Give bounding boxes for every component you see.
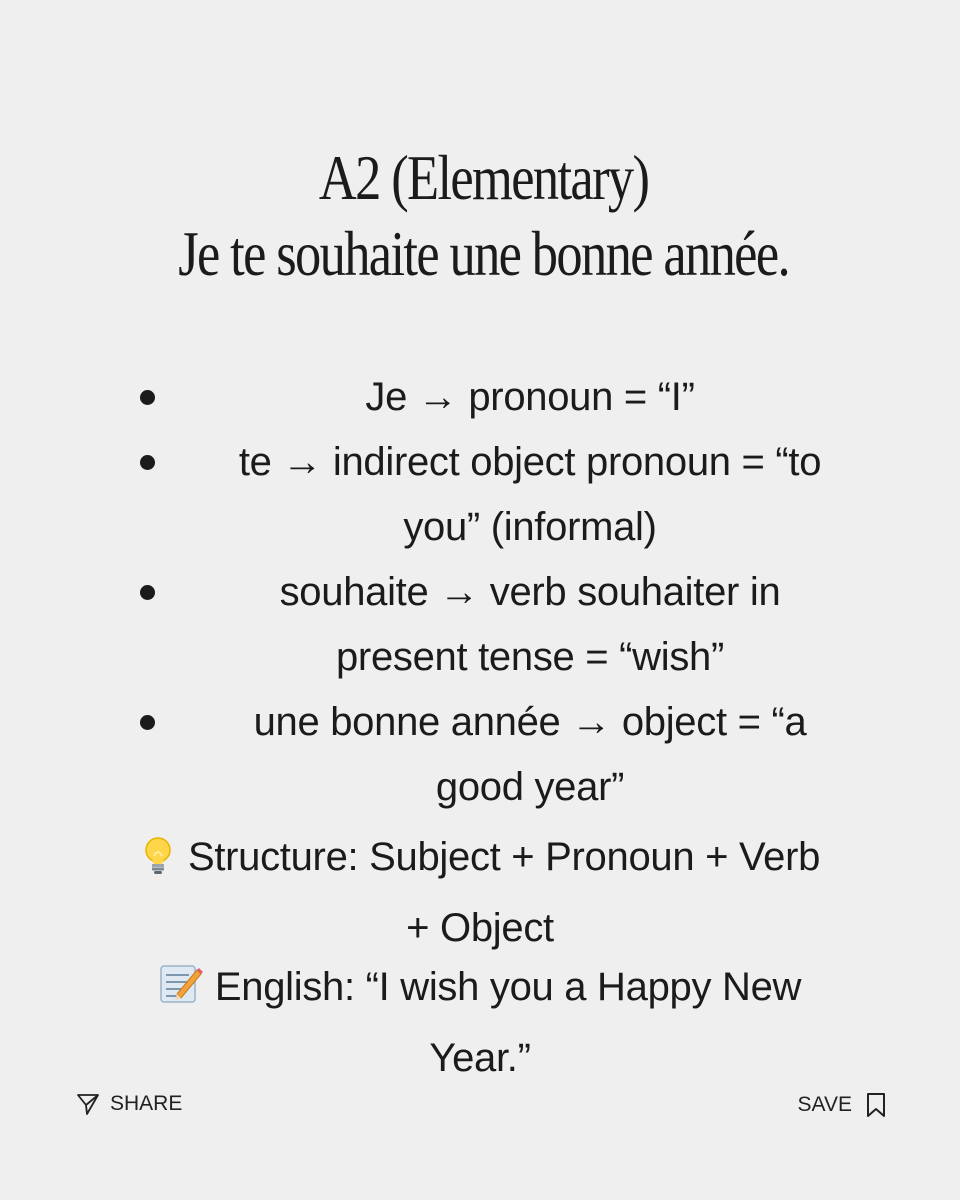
list-item-text: une bonne année → object = “a (253, 700, 807, 744)
title-level: A2 (Elementary) (318, 142, 649, 213)
structure-text: + Object (406, 906, 554, 950)
share-label: SHARE (110, 1092, 183, 1115)
list-item (130, 560, 870, 690)
structure-text: Structure: Subject + Pronoun + Verb (187, 835, 821, 879)
list-item-text: souhaite → verb souhaiter in (279, 570, 781, 614)
list-item-text: good year” (435, 765, 625, 809)
bullet-dot-icon (140, 715, 155, 730)
save-button[interactable] (798, 1092, 886, 1118)
memo-icon (159, 961, 203, 1026)
list-item (130, 430, 870, 560)
title-sentence: Je te souhaite une bonne année. (178, 218, 789, 289)
breakdown-list (130, 365, 870, 820)
list-item-text: present tense = “wish” (335, 635, 725, 679)
bullet-dot-icon (140, 390, 155, 405)
english-note (0, 955, 960, 1091)
structure-note (0, 825, 960, 961)
english-text: Year.” (429, 1036, 531, 1080)
bullet-dot-icon (140, 585, 155, 600)
list-item (130, 365, 870, 430)
lightbulb-icon (140, 831, 176, 896)
list-item (130, 690, 870, 820)
page-title (90, 140, 877, 292)
list-item-text: you” (informal) (403, 505, 657, 549)
save-label: SAVE (797, 1093, 852, 1116)
send-icon (76, 1092, 100, 1116)
list-item-text: te → indirect object pronoun = “to (238, 440, 822, 484)
bookmark-icon (866, 1092, 886, 1118)
share-button[interactable] (76, 1092, 182, 1116)
english-text: English: “I wish you a Happy New (214, 965, 802, 1009)
list-item-text: Je → pronoun = “I” (365, 375, 695, 419)
bullet-dot-icon (140, 455, 155, 470)
